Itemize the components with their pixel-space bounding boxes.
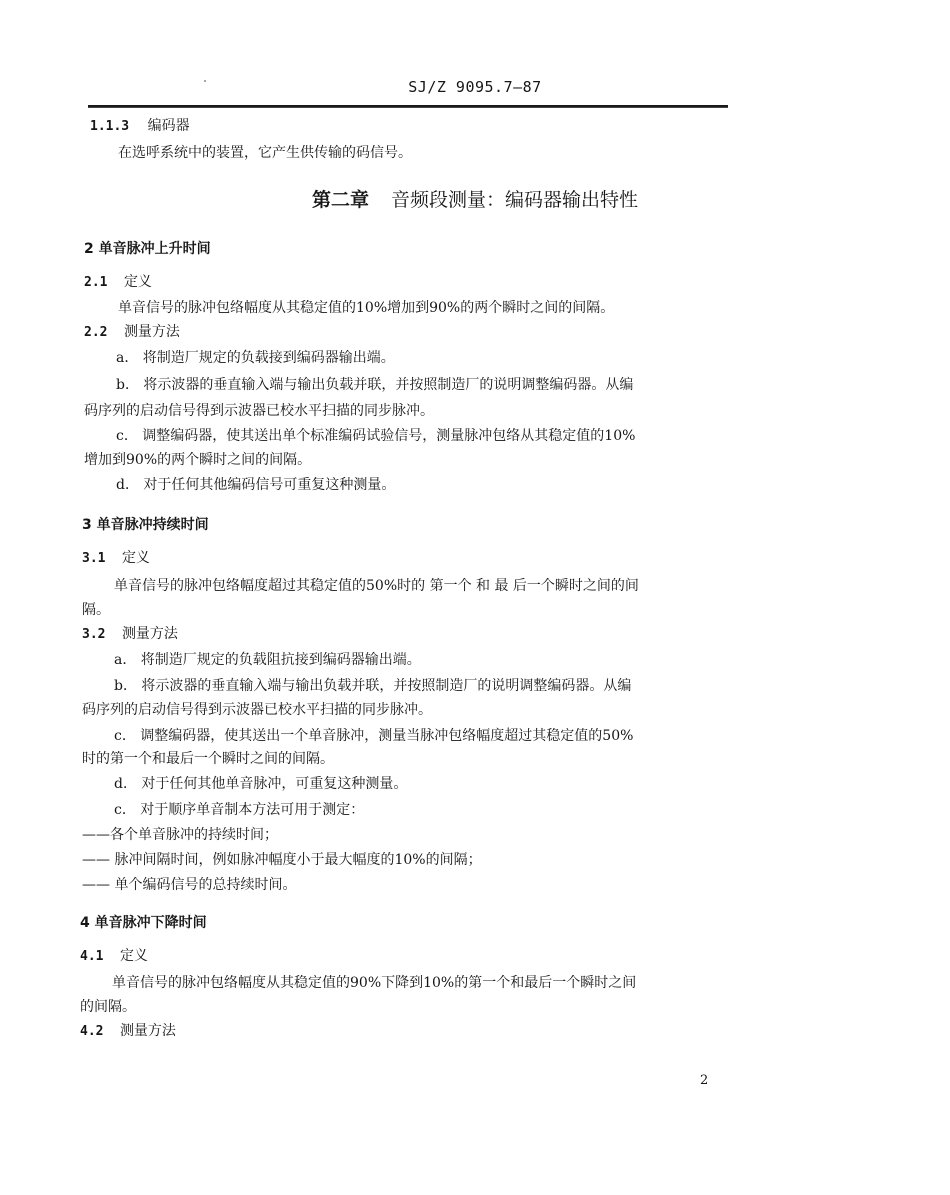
clause-number: 3.2 (82, 627, 106, 642)
clause-title: 测量方法 (121, 626, 178, 642)
item-2-2-c-line2: 增加到90%的两个瞬时之间的间隔。 (84, 452, 312, 468)
item-2-2-b-line2: 码序列的启动信号得到示波器已校水平扫描的同步脉冲。 (84, 403, 434, 419)
clause-number: 2.1 (84, 275, 108, 290)
clause-title: 定义 (119, 948, 148, 964)
chapter-heading (0, 188, 950, 212)
section-2-heading: 2 单音脉冲上升时间 (84, 241, 211, 257)
section-4-heading: 4 单音脉冲下降时间 (80, 915, 207, 931)
header-rule (88, 105, 728, 108)
chapter-label: 第二章 (311, 189, 369, 211)
clause-1-1-3-text: 在选呼系统中的装置，它产生供传输的码信号。 (118, 145, 412, 161)
item-3-2-b-line1: b． 将示波器的垂直输入端与输出负载并联，并按照制造厂的说明调整编码器。从编 (114, 678, 632, 694)
clause-number: 4.2 (80, 1024, 104, 1039)
item-2-2-a: a． 将制造厂规定的负载接到编码器输出端。 (116, 350, 395, 366)
item-3-2-e: c． 对于顺序单音制本方法可用于测定： (114, 802, 365, 818)
chapter-title: 音频段测量：编码器输出特性 (391, 189, 639, 211)
item-2-2-d: d． 对于任何其他编码信号可重复这种测量。 (116, 477, 396, 493)
item-2-2-b-line1: b． 将示波器的垂直输入端与输出负载并联，并按照制造厂的说明调整编码器。从编 (116, 377, 634, 393)
clause-4-1-text-line1: 单音信号的脉冲包络幅度从其稳定值的90%下降到10%的第一个和最后一个瞬时之间 (112, 975, 637, 991)
scan-speck (204, 80, 206, 82)
clause-title: 测量方法 (119, 1023, 176, 1039)
item-3-2-a: a． 将制造厂规定的负载阻抗接到编码器输出端。 (114, 652, 421, 668)
clause-4-1-text-line2: 的间隔。 (80, 999, 136, 1015)
clause-3-1-heading (82, 549, 150, 568)
item-3-2-b-line2: 码序列的启动信号得到示波器已校水平扫描的同步脉冲。 (82, 702, 432, 718)
clause-1-1-3-heading (90, 117, 190, 136)
clause-2-1-text: 单音信号的脉冲包络幅度从其稳定值的10%增加到90%的两个瞬时之间的间隔。 (118, 300, 615, 316)
clause-number: 4.1 (80, 949, 104, 964)
document-code: SJ/Z 9095.7—87 (408, 78, 542, 96)
clause-title: 测量方法 (123, 324, 180, 340)
item-2-2-c-line1: c． 调整编码器，使其送出单个标准编码试验信号，测量脉冲包络从其稳定值的10% (116, 428, 636, 444)
page-number: 2 (700, 1073, 709, 1088)
clause-number: 1.1.3 (90, 119, 130, 134)
clause-title: 定义 (121, 550, 150, 566)
clause-4-1-heading (80, 947, 148, 966)
clause-2-2-heading (84, 323, 180, 342)
section-3-heading: 3 单音脉冲持续时间 (82, 517, 209, 533)
clause-title: 编码器 (147, 118, 190, 134)
clause-title: 定义 (123, 274, 152, 290)
clause-4-2-heading (80, 1022, 176, 1041)
dash-item-1: ——各个单音脉冲的持续时间； (82, 827, 278, 843)
clause-3-2-heading (82, 625, 178, 644)
dash-item-3: —— 单个编码信号的总持续时间。 (82, 877, 297, 893)
dash-item-2: —— 脉冲间隔时间，例如脉冲幅度小于最大幅度的10%的间隔； (82, 852, 482, 868)
clause-2-1-heading (84, 273, 152, 292)
clause-number: 3.1 (82, 551, 106, 566)
clause-3-1-text-line1: 单音信号的脉冲包络幅度超过其稳定值的50%时的 第一个 和 最 后一个瞬时之间的间 (114, 578, 639, 594)
item-3-2-c-line2: 时的第一个和最后一个瞬时之间的间隔。 (82, 751, 334, 767)
clause-3-1-text-line2: 隔。 (82, 602, 110, 618)
item-3-2-d: d． 对于任何其他单音脉冲，可重复这种测量。 (114, 776, 408, 792)
clause-number: 2.2 (84, 325, 108, 340)
item-3-2-c-line1: c． 调整编码器，使其送出一个单音脉冲，测量当脉冲包络幅度超过其稳定值的50% (114, 728, 634, 744)
